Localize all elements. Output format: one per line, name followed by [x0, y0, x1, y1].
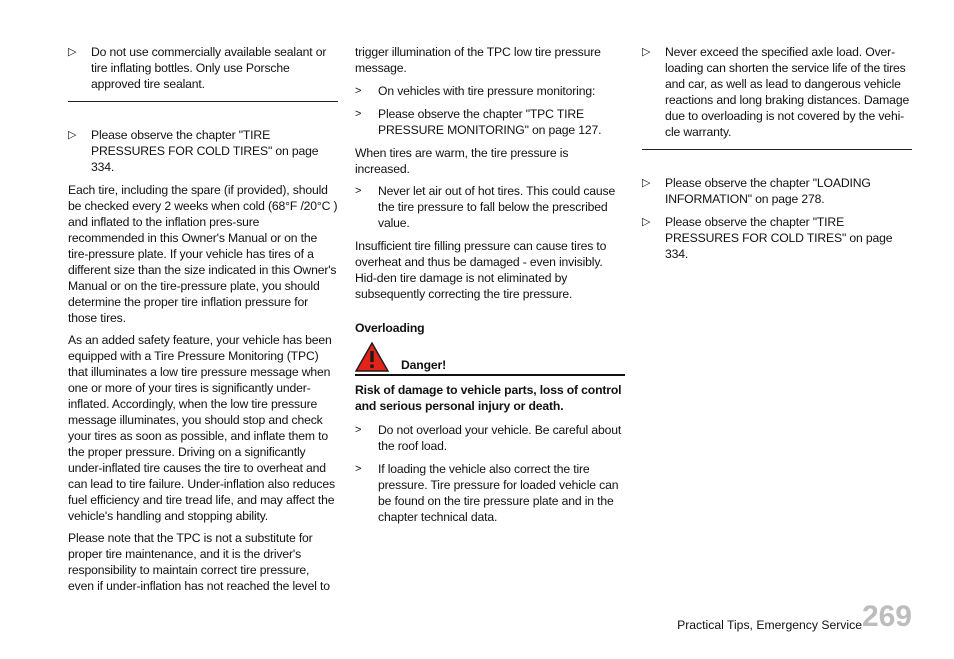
item-text: Do not use commercially available sealant or tire inflating bottles. Only use Porsche approved tire sealant.	[91, 45, 327, 91]
arrow-marker-icon: >	[355, 424, 362, 436]
list-item	[642, 44, 912, 140]
arrow-marker-icon: >	[355, 85, 362, 97]
column-left	[68, 44, 338, 600]
list-item	[355, 106, 625, 138]
list-item	[355, 422, 625, 454]
paragraph: When tires are warm, the tire pressure is increased.	[355, 146, 569, 176]
divider	[642, 149, 912, 150]
list-item	[355, 461, 625, 525]
triangle-marker-icon: ▷	[68, 129, 77, 141]
paragraph: As an added safety feature, your vehicle has been equipped with a Tire Pressure Monitoring (TPC) that illuminates a low tire pressure message when one or more of your tires is significantly under-inflated. Accordingly, when the low tire pressure message illuminates, you should stop and check your tires as soon as possible, and inflate them to the proper pressure. Driving on a significantly under-inflated tire causes the tire to overheat and can lead to tire failure. Under-inflation also reduces fuel efficiency and tire tread life, and may affect the vehicle's handling and stopping ability.	[68, 333, 335, 523]
paragraph: Each tire, including the spare (if provided), should be checked every 2 weeks when cold (68°F /20°C ) and inflated to the inflation pres-sure recommended in this Owner's Manual or on the tire-pressure plate. If your vehicle has tires of a different size than the size indicated in this Owner's Manual or on the tire-pressure plate, you should determine the proper tire inflation pressure for those tires.	[68, 183, 338, 325]
divider	[68, 101, 338, 102]
triangle-marker-icon: ▷	[68, 46, 77, 58]
list-item	[642, 175, 912, 207]
triangle-marker-icon: ▷	[642, 46, 651, 58]
list-item	[68, 127, 338, 175]
item-text: Please observe the chapter "TIRE PRESSURES FOR COLD TIRES" on page 334.	[91, 128, 319, 174]
paragraph: Insufficient tire filling pressure can cause tires to overheat and thus be damaged - even invisibly. Hid-den tire damage is not eliminated by subsequently correcting the tire pressure.	[355, 239, 607, 301]
section-heading: Overloading	[355, 321, 425, 335]
triangle-marker-icon: ▷	[642, 177, 651, 189]
danger-label: Danger!	[401, 358, 446, 372]
paragraph: trigger illumination of the TPC low tire pressure message.	[355, 45, 601, 75]
triangle-marker-icon: ▷	[642, 216, 651, 228]
arrow-marker-icon: >	[355, 185, 362, 197]
item-text: Please observe the chapter "TIRE PRESSURES FOR COLD TIRES" on page 334.	[665, 215, 893, 261]
item-text: Never exceed the specified axle load. Over-loading can shorten the service life of the tires and car, as well as lead to dangerous vehicle reactions and long braking distances. Damage due to overloading is not covered by the vehi-cle warranty.	[665, 45, 910, 139]
warning-triangle-icon	[355, 342, 389, 372]
list-item	[642, 214, 912, 262]
item-text: Never let air out of hot tires. This could cause the tire pressure to fall below the prescribed value.	[378, 184, 616, 230]
column-middle	[355, 44, 625, 532]
column-right	[642, 44, 912, 269]
item-text: Please observe the chapter "TPC TIRE PRESSURE MONITORING" on page 127.	[378, 107, 602, 137]
paragraph: Please note that the TPC is not a substitute for proper tire maintenance, and it is the driver's responsibility to maintain correct tire pressure, even if under-inflation has not reached the level to	[68, 531, 330, 593]
danger-header	[355, 342, 625, 376]
arrow-marker-icon: >	[355, 463, 362, 475]
arrow-marker-icon: >	[355, 108, 362, 120]
list-item	[355, 183, 625, 231]
item-text: Do not overload your vehicle. Be careful about the roof load.	[378, 423, 622, 453]
page-number: 269	[861, 600, 912, 633]
item-text: On vehicles with tire pressure monitoring:	[378, 84, 596, 98]
item-text: Please observe the chapter "LOADING INFORMATION" on page 278.	[665, 176, 871, 206]
item-text: If loading the vehicle also correct the tire pressure. Tire pressure for loaded vehicle can be found on the tire pressure plate and in the chapter technical data.	[378, 462, 619, 524]
danger-text: Risk of damage to vehicle parts, loss of control and serious personal injury or death.	[355, 383, 622, 413]
list-item	[68, 44, 338, 92]
section-title: Practical Tips, Emergency Service	[677, 618, 862, 632]
list-item	[355, 83, 625, 99]
